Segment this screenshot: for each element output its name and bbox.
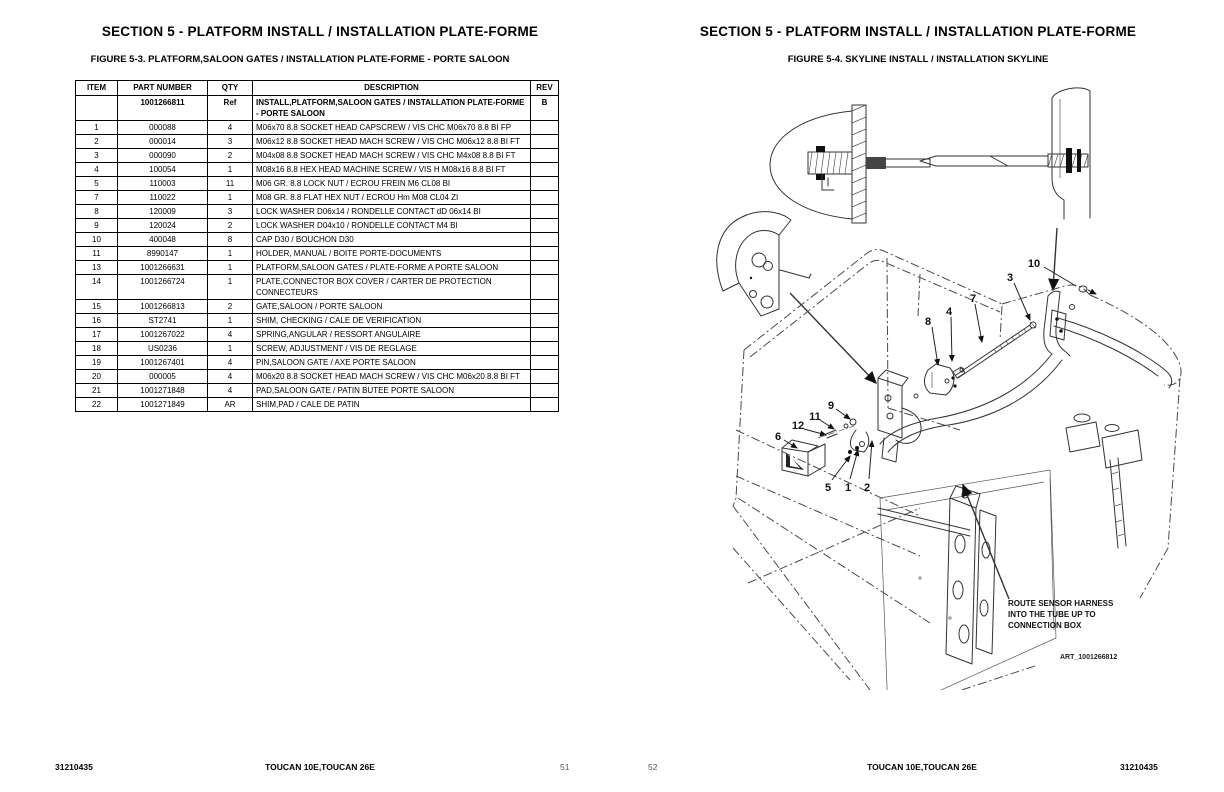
cell-description: LOCK WASHER D06x14 / RONDELLE CONTACT dD 06x14 BI — [253, 205, 531, 219]
cell-description: INSTALL,PLATFORM,SALOON GATES / INSTALLATION PLATE-FORME - PORTE SALOON — [253, 96, 531, 121]
callout-10: 10 — [1027, 258, 1041, 270]
cell-part-number: 1001267401 — [118, 356, 208, 370]
callout-4: 4 — [945, 306, 953, 318]
col-header-qty: QTY — [208, 81, 253, 96]
cell-qty: 1 — [208, 342, 253, 356]
cell-part-number: 120024 — [118, 219, 208, 233]
cell-part-number: 1001266813 — [118, 300, 208, 314]
cell-description: GATE,SALOON / PORTE SALOON — [253, 300, 531, 314]
cell-rev — [531, 328, 559, 342]
cell-description: M08x16 8.8 HEX HEAD MACHINE SCREW / VIS H M08x16 8.8 BI FT — [253, 163, 531, 177]
detail-view-tube-rod — [920, 88, 1090, 290]
cell-rev — [531, 342, 559, 356]
cell-qty: 3 — [208, 135, 253, 149]
cell-part-number: 110022 — [118, 191, 208, 205]
cell-item: 7 — [76, 191, 118, 205]
cell-part-number: 110003 — [118, 177, 208, 191]
footer-doc-number-left: 31210435 — [55, 762, 93, 772]
annotation-line-1: ROUTE SENSOR HARNESS — [1008, 599, 1114, 608]
cell-rev — [531, 191, 559, 205]
cell-description: SHIM,PAD / CALE DE PATIN — [253, 398, 531, 412]
gate-bracket-assembly — [818, 370, 921, 462]
cell-description: M06x12 8.8 SOCKET HEAD MACH SCREW / VIS CHC M06x12 8.8 BI FT — [253, 135, 531, 149]
cell-qty: 4 — [208, 384, 253, 398]
page-52 — [612, 0, 1224, 792]
cell-part-number: 1001267022 — [118, 328, 208, 342]
cell-item: 21 — [76, 384, 118, 398]
cell-description: SHIM, CHECKING / CALE DE VERIFICATION — [253, 314, 531, 328]
cell-rev — [531, 370, 559, 384]
cell-item: 16 — [76, 314, 118, 328]
cell-item: 20 — [76, 370, 118, 384]
cell-qty: 1 — [208, 275, 253, 300]
footer-model-left: TOUCAN 10E,TOUCAN 26E — [265, 762, 375, 772]
cell-item: 1 — [76, 121, 118, 135]
cell-rev — [531, 205, 559, 219]
cell-description: LOCK WASHER D04x10 / RONDELLE CONTACT M4 BI — [253, 219, 531, 233]
col-header-part-number: PART NUMBER — [118, 81, 208, 96]
cell-qty: 1 — [208, 163, 253, 177]
cell-rev — [531, 261, 559, 275]
cell-rev — [531, 177, 559, 191]
section-title-left: SECTION 5 - PLATFORM INSTALL / INSTALLATION PLATE-FORME — [101, 24, 539, 39]
cell-qty: 4 — [208, 121, 253, 135]
callout-7: 7 — [969, 293, 977, 305]
cell-description: SCREW, ADJUSTMENT / VIS DE REGLAGE — [253, 342, 531, 356]
cell-part-number: 400048 — [118, 233, 208, 247]
harness-annotation — [963, 485, 1117, 661]
table-row — [76, 149, 559, 163]
cell-qty: 2 — [208, 300, 253, 314]
cell-rev — [531, 219, 559, 233]
cell-rev — [531, 356, 559, 370]
cell-qty: 2 — [208, 149, 253, 163]
cell-part-number: 1001271848 — [118, 384, 208, 398]
table-row — [76, 384, 559, 398]
cell-item: 2 — [76, 135, 118, 149]
cell-qty: 4 — [208, 370, 253, 384]
cell-rev — [531, 135, 559, 149]
callout-12: 12 — [791, 420, 805, 432]
footer-doc-number-right: 31210435 — [1120, 762, 1158, 772]
cell-item: 19 — [76, 356, 118, 370]
callout-3: 3 — [1006, 272, 1014, 284]
table-row — [76, 233, 559, 247]
cell-description: PLATE,CONNECTOR BOX COVER / CARTER DE PROTECTION CONNECTEURS — [253, 275, 531, 300]
cell-part-number: 000088 — [118, 121, 208, 135]
cell-description: PLATFORM,SALOON GATES / PLATE-FORME A PORTE SALOON — [253, 261, 531, 275]
page-number-52: 52 — [648, 762, 658, 772]
cell-rev — [531, 121, 559, 135]
cell-rev — [531, 398, 559, 412]
art-number-label: ART_1001266812 — [1060, 654, 1118, 661]
annotation-line-2: INTO THE TUBE UP TO — [1008, 610, 1096, 619]
cell-item: 10 — [76, 233, 118, 247]
table-row — [76, 314, 559, 328]
cell-rev: B — [531, 96, 559, 121]
cell-part-number: 000005 — [118, 370, 208, 384]
table-row — [76, 247, 559, 261]
cell-part-number: 1001266724 — [118, 275, 208, 300]
guard-detail — [717, 212, 876, 383]
cell-item: 15 — [76, 300, 118, 314]
cell-qty: 4 — [208, 328, 253, 342]
cell-qty: 11 — [208, 177, 253, 191]
cell-part-number: 000090 — [118, 149, 208, 163]
table-row — [76, 177, 559, 191]
cell-item: 11 — [76, 247, 118, 261]
cell-qty: 1 — [208, 191, 253, 205]
table-row — [76, 342, 559, 356]
table-row — [76, 163, 559, 177]
table-row — [76, 121, 559, 135]
page-number-51: 51 — [560, 762, 570, 772]
callout-5: 5 — [824, 482, 832, 494]
cell-qty: 2 — [208, 219, 253, 233]
detail-view-pod-fastener — [770, 105, 930, 223]
callout-6: 6 — [774, 431, 782, 443]
callout-8: 8 — [924, 316, 932, 328]
cell-part-number: ST2741 — [118, 314, 208, 328]
table-row — [76, 205, 559, 219]
cell-rev — [531, 163, 559, 177]
cell-part-number: 120009 — [118, 205, 208, 219]
cell-qty: 1 — [208, 247, 253, 261]
cell-item: 5 — [76, 177, 118, 191]
parts-table — [75, 80, 559, 412]
figure-5-4-caption: FIGURE 5-4. SKYLINE INSTALL / INSTALLATION SKYLINE — [787, 54, 1049, 65]
col-header-rev: REV — [531, 81, 559, 96]
platform-base-box — [880, 470, 1056, 690]
cell-item: 22 — [76, 398, 118, 412]
cell-rev — [531, 384, 559, 398]
manual-holder-box — [782, 440, 825, 476]
footer-model-right: TOUCAN 10E,TOUCAN 26E — [867, 762, 977, 772]
table-row — [76, 300, 559, 314]
cell-part-number: 100054 — [118, 163, 208, 177]
table-row — [76, 398, 559, 412]
cell-part-number: US0236 — [118, 342, 208, 356]
table-row — [76, 328, 559, 342]
cell-item: 4 — [76, 163, 118, 177]
cell-item: 18 — [76, 342, 118, 356]
table-row — [76, 261, 559, 275]
sensor-and-rod — [914, 325, 1032, 398]
parts-table-header-row — [76, 81, 559, 96]
col-header-item: ITEM — [76, 81, 118, 96]
cell-description: PAD,SALOON GATE / PATIN BUTEE PORTE SALOON — [253, 384, 531, 398]
cell-qty: 1 — [208, 314, 253, 328]
cell-rev — [531, 149, 559, 163]
table-row — [76, 275, 559, 300]
cell-qty: AR — [208, 398, 253, 412]
cell-item — [76, 96, 118, 121]
col-header-description: DESCRIPTION — [253, 81, 531, 96]
cell-description: HOLDER, MANUAL / BOITE PORTE-DOCUMENTS — [253, 247, 531, 261]
figure-5-3-caption: FIGURE 5-3. PLATFORM,SALOON GATES / INSTALLATION PLATE-FORME - PORTE SALOON — [90, 54, 510, 65]
cell-part-number: 000014 — [118, 135, 208, 149]
cell-rev — [531, 233, 559, 247]
cell-description: CAP D30 / BOUCHON D30 — [253, 233, 531, 247]
callout-11: 11 — [809, 411, 821, 423]
annotation-line-3: CONNECTION BOX — [1008, 621, 1082, 630]
cell-qty: 3 — [208, 205, 253, 219]
cell-description: M06 GR. 8.8 LOCK NUT / ECROU FREIN M6 CL08 BI — [253, 177, 531, 191]
callout-2: 2 — [863, 482, 871, 494]
table-row — [76, 191, 559, 205]
table-row — [76, 356, 559, 370]
cell-item: 3 — [76, 149, 118, 163]
callout-1: 1 — [844, 482, 852, 494]
cell-rev — [531, 247, 559, 261]
cell-part-number: 1001266811 — [118, 96, 208, 121]
cell-description: PIN,SALOON GATE / AXE PORTE SALOON — [253, 356, 531, 370]
cell-item: 17 — [76, 328, 118, 342]
cell-rev — [531, 314, 559, 328]
cell-qty: 8 — [208, 233, 253, 247]
callout-9: 9 — [827, 400, 835, 412]
cell-description: M08 GR. 8.8 FLAT HEX NUT / ECROU Hm M08 CL04 ZI — [253, 191, 531, 205]
cell-item: 9 — [76, 219, 118, 233]
connection-box-area — [878, 414, 1142, 548]
figure-5-4-drawing — [620, 78, 1220, 690]
table-row — [76, 219, 559, 233]
table-row — [76, 96, 559, 121]
cell-description: M04x08 8.8 SOCKET HEAD MACH SCREW / VIS CHC M4x08 8.8 BI FT — [253, 149, 531, 163]
cell-part-number: 1001271849 — [118, 398, 208, 412]
cell-qty: 4 — [208, 356, 253, 370]
table-row — [76, 135, 559, 149]
cell-item: 13 — [76, 261, 118, 275]
platform-cage-phantom — [733, 249, 1181, 690]
cell-description: SPRING,ANGULAR / RESSORT ANGULAIRE — [253, 328, 531, 342]
cell-qty: 1 — [208, 261, 253, 275]
cell-rev — [531, 275, 559, 300]
cell-part-number: 1001266631 — [118, 261, 208, 275]
cell-description: M06x20 8.8 SOCKET HEAD MACH SCREW / VIS CHC M06x20 8.8 BI FT — [253, 370, 531, 384]
cell-qty: Ref — [208, 96, 253, 121]
cell-rev — [531, 300, 559, 314]
table-row — [76, 370, 559, 384]
cell-item: 14 — [76, 275, 118, 300]
cell-description: M06x70 8.8 SOCKET HEAD CAPSCREW / VIS CHC M06x70 8.8 BI FP — [253, 121, 531, 135]
cell-part-number: 8990147 — [118, 247, 208, 261]
cell-item: 8 — [76, 205, 118, 219]
section-title-right: SECTION 5 - PLATFORM INSTALL / INSTALLATION PLATE-FORME — [699, 24, 1137, 39]
